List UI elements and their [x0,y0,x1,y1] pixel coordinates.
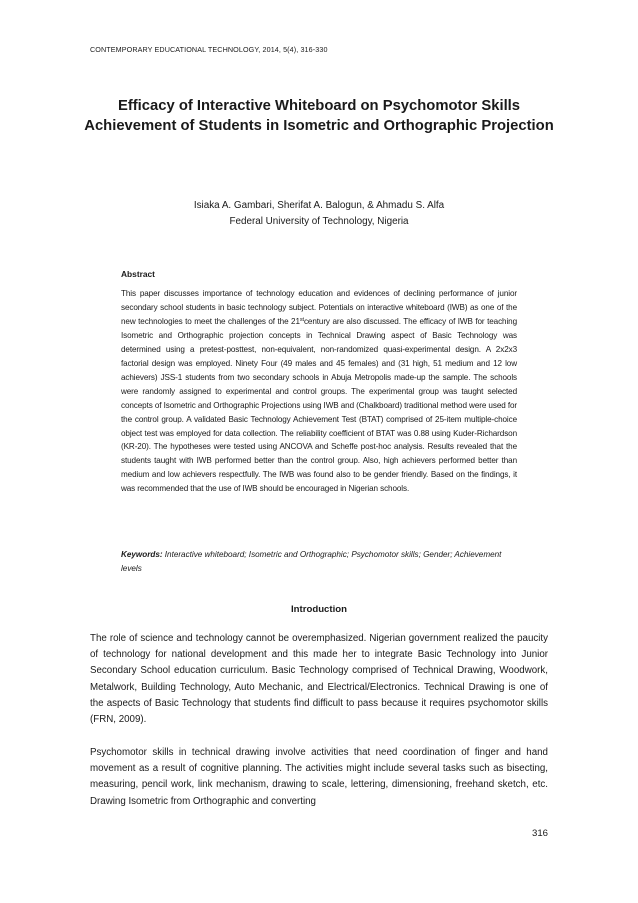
abstract-superscript: st [299,316,304,323]
introduction-heading: Introduction [291,604,347,615]
paper-title: Efficacy of Interactive Whiteboard on Psychomotor Skills Achievement of Students in Isometric and Orthographic Projection [84,98,554,134]
affiliation: Federal University of Technology, Nigeria [229,216,409,227]
keywords-label: Keywords: [121,550,163,559]
running-head: CONTEMPORARY EDUCATIONAL TECHNOLOGY, 2014, 5(4), 316-330 [90,45,328,54]
abstract-text-part2: century are also discussed. The efficacy of IWB for teaching Isometric and Orthographic projection concepts in Technical Drawing aspect of Basic Technology was determined using a pretest-posttest, non-equivalent, non-randomized quasi-experimental design. A 2x2x3 factorial design was employed. Ninety Four (49 males and 45 females) and (31 high, 51 medium and 12 low achievers) JSS-1 students from two secondary schools in Abuja Metropolis made-up the sample. The schools were randomly assigned to experimental and control groups. The experimental group was taught selected concepts of Isometric and Orthographic Projections using IWB and (Chalkboard) traditional method were used for the control group. A validated Basic Technology Achievement Test (BTAT) comprised of 25-item multiple-choice object test was employed for data collection. The reliability coefficient of BTAT was 0.88 using Kuder-Richardson (KR-20). The hypotheses were tested using ANCOVA and Scheffe post-hoc analysis. Results revealed that the students taught with IWB performed better than the control group. Also, high achievers performed better than medium and low achievers respectfully. The IWB was found also to be gender friendly. Based on the findings, it was recommended that the use of IWB should be encouraged in Nigerian schools. [121,316,517,494]
abstract-body [121,287,517,496]
keywords-text: Interactive whiteboard; Isometric and Orthographic; Psychomotor skills; Gender; Achievement levels [121,550,502,573]
authors: Isiaka A. Gambari, Sherifat A. Balogun, & Ahmadu S. Alfa [193,200,445,211]
keywords [121,548,521,576]
introduction-paragraph-1: The role of science and technology cannot be overemphasized. Nigerian government realized the paucity of technology for national development and this made her to integrate Basic Technology into Junior Secondary School education curriculum. Basic Technology comprised of Technical Drawing, Woodwork, Metalwork, Building Technology, Auto Mechanic, and Electrical/Electronics. Technical Drawing is one of the aspects of Basic Technology that students find difficult to pass because it requires psychomotor skills (FRN, 2009). [90,633,548,726]
author-block [60,198,578,230]
page-number: 316 [531,828,548,839]
introduction-paragraph-2: Psychomotor skills in technical drawing involve activities that need coordination of finger and hand movement as a result of cognitive planning. The activities might include several tasks such as bisecting, measuring, pencil work, link mechanism, drawing to scale, lettering, dimensioning, freehand sketch, etc. Drawing Isometric from Orthographic and converting [90,747,548,807]
abstract-heading: Abstract [121,269,155,279]
abstract-text-part1: This paper discusses importance of technology education and evidences of declining performance of junior secondary school students in basic technology subject. Potentials on interactive whiteboard (IWB) as one of the new technologies to meet the challenges of the 21 [121,289,517,326]
